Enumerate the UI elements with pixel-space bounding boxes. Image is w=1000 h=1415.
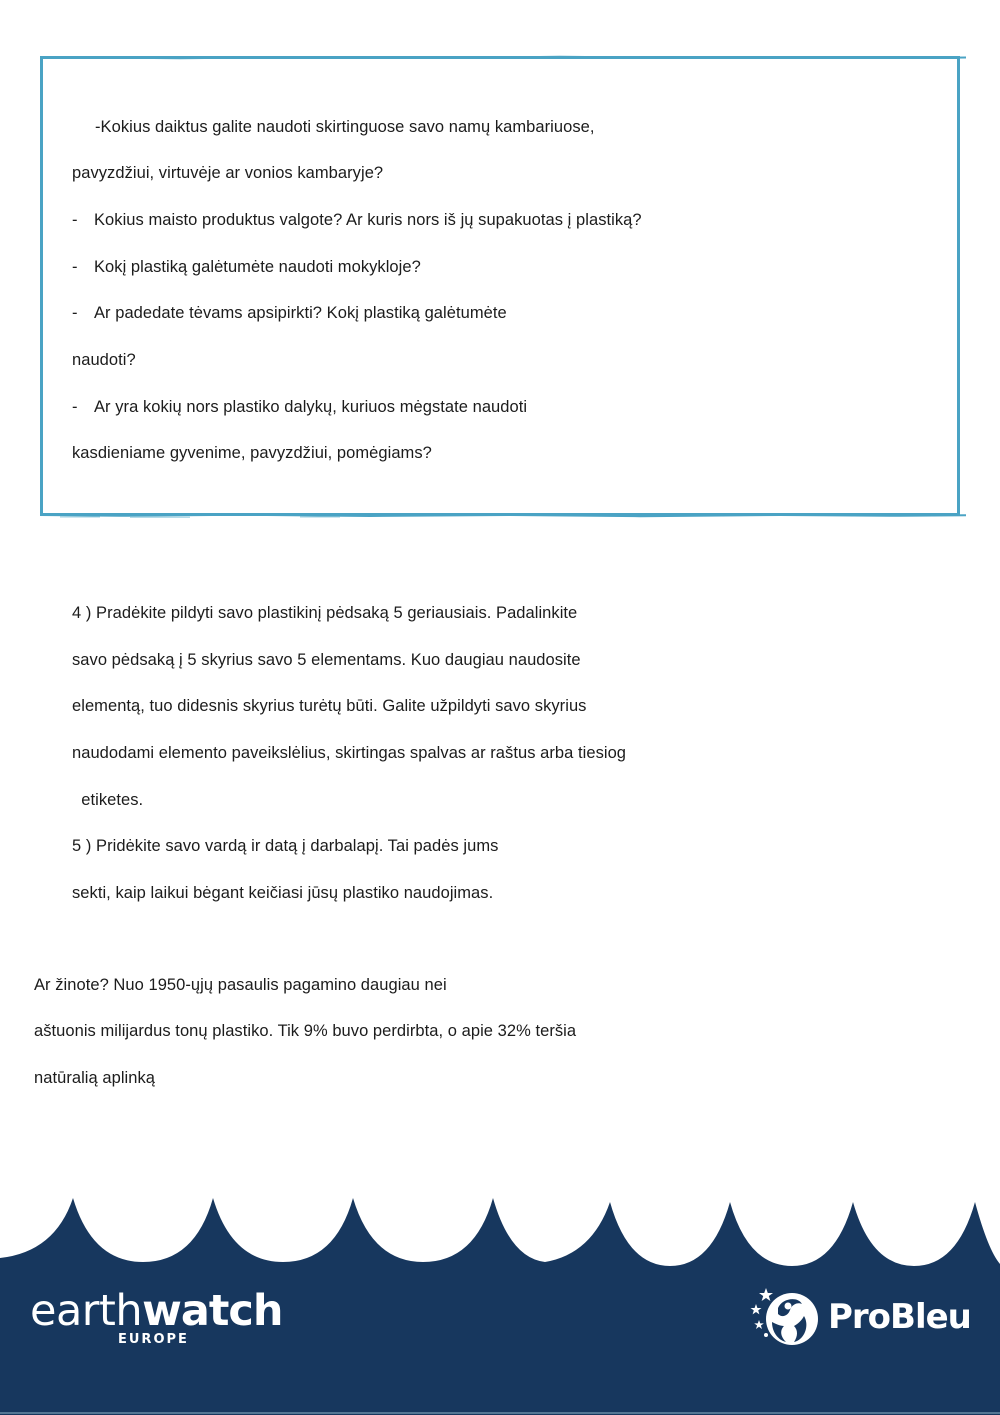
bullet-dash: - (72, 211, 78, 229)
step4-line-4: naudodami elemento paveikslėlius, skirtingas spalvas ar raštus arba tiesiog (72, 744, 627, 762)
question-line-3: - Kokius maisto produktus valgote? Ar kuris nors iš jų supakuotas į plastiką? (72, 211, 642, 229)
question-line-6: naudoti? (72, 351, 136, 369)
question-line-8: kasdieniame gyvenime, pavyzdžiui, pomėgiams? (72, 444, 432, 462)
bullet-dash: - (72, 258, 78, 276)
earthwatch-europe-logo (30, 1288, 290, 1348)
question-line-5: - Ar padedate tėvams apsipirkti? Kokį plastiką galėtumėte (72, 304, 507, 322)
fact-line-3: natūralią aplinką (34, 1069, 156, 1087)
question-line-7: - Ar yra kokių nors plastiko dalykų, kuriuos mėgstate naudoti (72, 398, 528, 416)
fact-line-1: Ar žinote? Nuo 1950-ųjų pasaulis pagamino daugiau nei (34, 976, 447, 994)
earthwatch-subtitle: EUROPE (118, 1332, 189, 1347)
step5-line-1: 5 ) Pridėkite savo vardą ir datą į darbalapį. Tai padės jums (72, 837, 499, 855)
step5-line-2: sekti, kaip laikui bėgant keičiasi jūsų plastiko naudojimas. (72, 884, 494, 902)
step4-line-2: savo pėdsaką į 5 skyrius savo 5 elementams. Kuo daugiau naudosite (72, 651, 581, 669)
step4-line-3: elementą, tuo didesnis skyrius turėtų būti. Galite užpildyti savo skyrius (72, 697, 587, 715)
step4-line-1: 4 ) Pradėkite pildyti savo plastikinį pėdsaką 5 geriausiais. Padalinkite (72, 604, 578, 622)
probleu-logo (748, 1286, 978, 1352)
bullet-dash: - (72, 398, 78, 416)
earthwatch-wordmark: earthwatch (30, 1286, 283, 1336)
box-rough-edge-top (40, 55, 966, 60)
bullet-dash: - (72, 304, 78, 322)
question-line-2: pavyzdžiui, virtuvėje ar vonios kambaryje? (72, 164, 384, 182)
probleu-wordmark: ProBleu (828, 1297, 971, 1337)
probleu-emblem-icon (748, 1286, 820, 1352)
box-rough-edge-bottom (40, 513, 966, 518)
question-line-4: - Kokį plastiką galėtumėte naudoti mokykloje? (72, 258, 421, 276)
fact-line-2: aštuonis milijardus tonų plastiko. Tik 9% buvo perdirbta, o apie 32% teršia (34, 1022, 577, 1040)
step4-line-5: etiketes. (72, 791, 144, 809)
question-line-1: -Kokius daiktus galite naudoti skirtinguose savo namų kambariuose, (95, 118, 595, 136)
